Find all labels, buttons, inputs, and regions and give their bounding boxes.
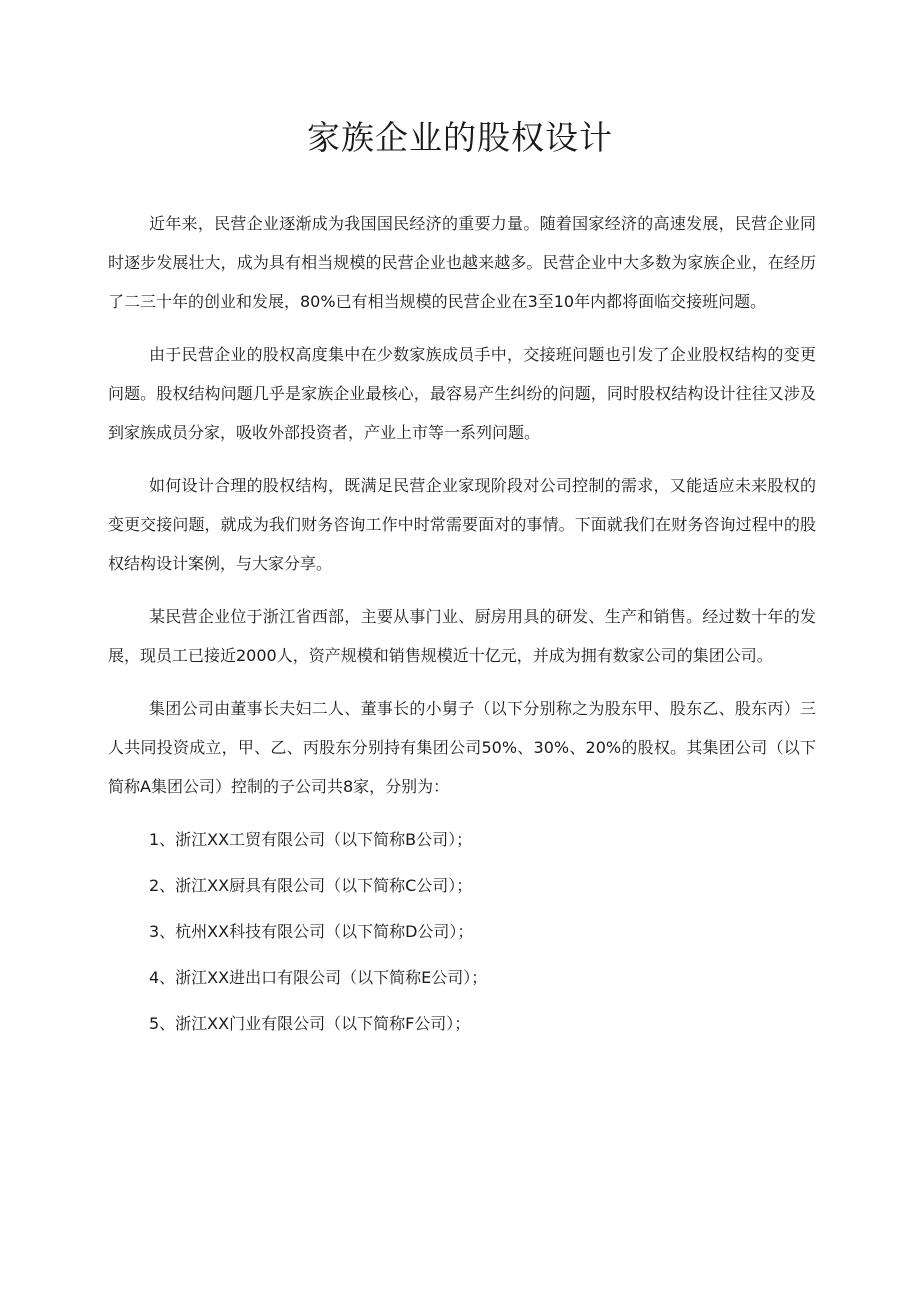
paragraph-design-goal: 如何设计合理的股权结构，既满足民营企业家现阶段对公司控制的需求，又能适应未来股权的变更交接问题，就成为我们财务咨询工作中时常需要面对的事情。下面就我们在财务咨询过程中的股权结构设计案例，与大家分享。 — [108, 476, 816, 573]
paragraph-intro: 近年来，民营企业逐渐成为我国国民经济的重要力量。随着国家经济的高速发展，民营企业同时逐步发展壮大，成为具有相当规模的民营企业也越来越多。民营企业中大多数为家族企业，在经历了二三十年的创业和发展，80%已有相当规模的民营企业在3至10年内都将面临交接班问题。 — [108, 214, 816, 311]
paragraph-group-structure: 集团公司由董事长夫妇二人、董事长的小舅子（以下分别称之为股东甲、股东乙、股东丙）三人共同投资成立，甲、乙、丙股东分别持有集团公司50%、30%、20%的股权。其集团公司（以下简称A集团公司）控制的子公司共8家，分别为： — [108, 699, 816, 796]
subsidiary-item: 5、浙江XX门业有限公司（以下简称F公司）； — [149, 1014, 471, 1033]
document-body — [108, 204, 816, 1050]
subsidiary-item: 1、浙江XX工贸有限公司（以下简称B公司）； — [149, 830, 473, 849]
paragraph-ownership-concentration: 由于民营企业的股权高度集中在少数家族成员手中，交接班问题也引发了企业股权结构的变更问题。股权结构问题几乎是家族企业最核心，最容易产生纠纷的问题，同时股权结构设计往往又涉及到家族成员分家，吸收外部投资者，产业上市等一系列问题。 — [108, 345, 816, 442]
subsidiary-item: 2、浙江XX厨具有限公司（以下简称C公司）； — [149, 876, 473, 895]
subsidiary-item: 4、浙江XX进出口有限公司（以下简称E公司）； — [149, 968, 488, 987]
document-title: 家族企业的股权设计 — [307, 118, 613, 157]
subsidiary-item: 3、杭州XX科技有限公司（以下简称D公司）； — [149, 922, 474, 941]
subsidiary-list — [108, 820, 816, 1043]
paragraph-case-company: 某民营企业位于浙江省西部，主要从事门业、厨房用具的研发、生产和销售。经过数十年的发展，现员工已接近2000人，资产规模和销售规模近十亿元，并成为拥有数家公司的集团公司。 — [108, 607, 816, 665]
